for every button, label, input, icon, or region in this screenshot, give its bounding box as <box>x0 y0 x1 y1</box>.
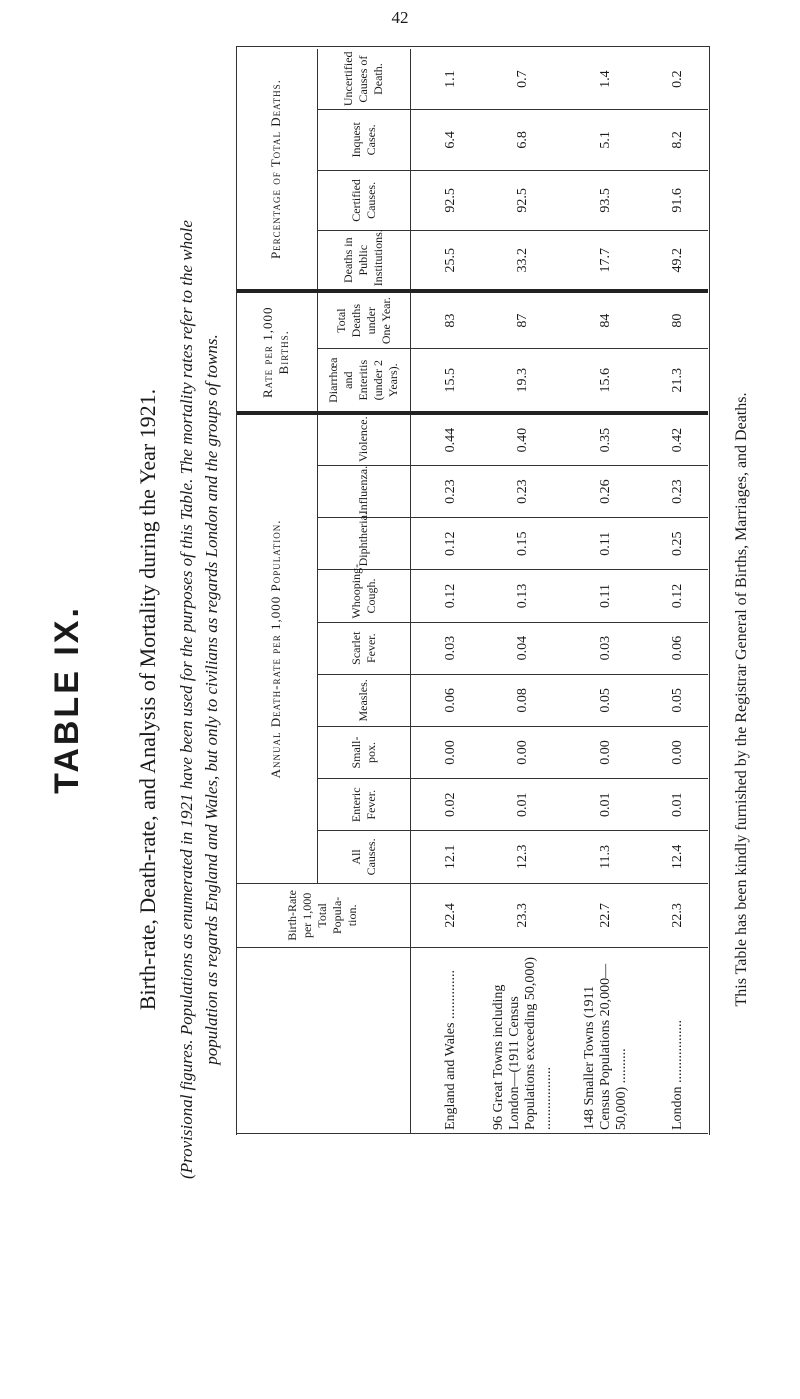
table-row <box>410 49 481 1134</box>
cell: 8.2 <box>647 110 708 171</box>
cell: 0.01 <box>564 779 647 831</box>
rate-per-births-header: Rate per 1,000 Births. <box>236 291 317 413</box>
cell: 0.05 <box>564 674 647 726</box>
col-smallpox: Small-pox. <box>317 726 410 778</box>
col-measles: Measles. <box>317 674 410 726</box>
cell: 22.7 <box>564 883 647 948</box>
cell: 0.2 <box>647 49 708 110</box>
cell: 0.23 <box>410 466 481 518</box>
cell: 0.11 <box>564 518 647 570</box>
cell: 17.7 <box>564 231 647 292</box>
page-number: 42 <box>391 8 409 27</box>
cell: 0.12 <box>410 518 481 570</box>
cell: 0.25 <box>647 518 708 570</box>
cell: 6.4 <box>410 110 481 171</box>
cell: 0.15 <box>482 518 565 570</box>
cell: 0.00 <box>647 726 708 778</box>
cell: 12.4 <box>647 831 708 883</box>
cell: 5.1 <box>564 110 647 171</box>
cell: 0.03 <box>410 622 481 674</box>
provisional-note-line-2: population as regards England and Wales, but only to civilians as regards London and the groups of towns. <box>202 334 221 1065</box>
percentage-deaths-header: Percentage of Total Deaths. <box>236 49 317 291</box>
cell: 80 <box>647 291 708 348</box>
col-all-causes: All Causes. <box>317 831 410 883</box>
cell: 12.1 <box>410 831 481 883</box>
provisional-note-line-1: (Provisional figures. Populations as enumerated in 1921 have been used for the purposes of this Table. The mortality rates refer to the whole <box>177 220 196 1179</box>
cell: 0.26 <box>564 466 647 518</box>
cell: 0.04 <box>482 622 565 674</box>
row-label: 96 Great Towns including London—(1911 Census Populations exceeding 50,000) .................. <box>482 948 565 1134</box>
annual-death-rate-header: Annual Death-rate per 1,000 Population. <box>236 413 317 883</box>
cell: 0.05 <box>647 674 708 726</box>
cell: 84 <box>564 291 647 348</box>
cell: 0.00 <box>410 726 481 778</box>
col-scarlet-fever: Scarlet Fever. <box>317 622 410 674</box>
row-label-header <box>236 948 410 1134</box>
table-row <box>482 49 565 1134</box>
col-certified-causes: Certified Causes. <box>317 170 410 231</box>
table-subtitle: Birth-rate, Death-rate, and Analysis of Mortality during the Year 1921. <box>135 388 160 1011</box>
cell: 15.6 <box>564 349 647 414</box>
cell: 0.00 <box>482 726 565 778</box>
cell: 92.5 <box>410 170 481 231</box>
cell: 0.06 <box>647 622 708 674</box>
col-influenza: Influenza. <box>317 466 410 518</box>
cell: 1.4 <box>564 49 647 110</box>
mortality-table <box>236 49 708 1134</box>
cell: 0.13 <box>482 570 565 622</box>
birth-rate-header: Birth-Rate per 1,000 Total Popula-tion. <box>236 883 410 948</box>
table-row <box>647 49 708 1134</box>
col-diarrhoea: Diarrhœa and Enteritis (under 2 Years). <box>317 349 410 414</box>
cell: 0.23 <box>482 466 565 518</box>
cell: 21.3 <box>647 349 708 414</box>
col-diphtheria: Diphtheria. <box>317 518 410 570</box>
cell: 83 <box>410 291 481 348</box>
cell: 0.35 <box>564 413 647 465</box>
cell: 91.6 <box>647 170 708 231</box>
table-title: TABLE IX. <box>48 605 86 794</box>
cell: 0.23 <box>647 466 708 518</box>
cell: 0.7 <box>482 49 565 110</box>
cell: 22.4 <box>410 883 481 948</box>
cell: 0.44 <box>410 413 481 465</box>
cell: 1.1 <box>410 49 481 110</box>
cell: 0.08 <box>482 674 565 726</box>
cell: 87 <box>482 291 565 348</box>
cell: 0.00 <box>564 726 647 778</box>
cell: 19.3 <box>482 349 565 414</box>
col-violence: Violence. <box>317 413 410 465</box>
table-row <box>564 49 647 1134</box>
cell: 22.3 <box>647 883 708 948</box>
cell: 0.42 <box>647 413 708 465</box>
col-whooping-cough: Whooping-Cough. <box>317 570 410 622</box>
col-total-under-one: Total Deaths under One Year. <box>317 291 410 348</box>
cell: 0.01 <box>482 779 565 831</box>
cell: 0.06 <box>410 674 481 726</box>
cell: 25.5 <box>410 231 481 292</box>
cell: 0.03 <box>564 622 647 674</box>
cell: 6.8 <box>482 110 565 171</box>
cell: 33.2 <box>482 231 565 292</box>
cell: 0.40 <box>482 413 565 465</box>
cell: 92.5 <box>482 170 565 231</box>
cell: 49.2 <box>647 231 708 292</box>
cell: 15.5 <box>410 349 481 414</box>
cell: 11.3 <box>564 831 647 883</box>
col-enteric-fever: Enteric Fever. <box>317 779 410 831</box>
col-deaths-institutions: Deaths in Public Institutions. <box>317 231 410 292</box>
cell: 0.02 <box>410 779 481 831</box>
cell: 23.3 <box>482 883 565 948</box>
cell: 0.12 <box>410 570 481 622</box>
cell: 0.12 <box>647 570 708 622</box>
cell: 93.5 <box>564 170 647 231</box>
cell: 0.01 <box>647 779 708 831</box>
cell: 12.3 <box>482 831 565 883</box>
col-inquest-cases: Inquest Cases. <box>317 110 410 171</box>
footer-note: This Table has been kindly furnished by the Registrar General of Births, Marriages, and Deaths. <box>733 392 750 1007</box>
col-uncertified-causes: Uncertified Causes of Death. <box>317 49 410 110</box>
cell: 0.11 <box>564 570 647 622</box>
row-label: London .................. <box>647 948 708 1134</box>
row-label: 148 Smaller Towns (1911 Census Populations 20,000—50,000) .......... <box>564 948 647 1134</box>
row-label: England and Wales .............. <box>410 948 481 1134</box>
